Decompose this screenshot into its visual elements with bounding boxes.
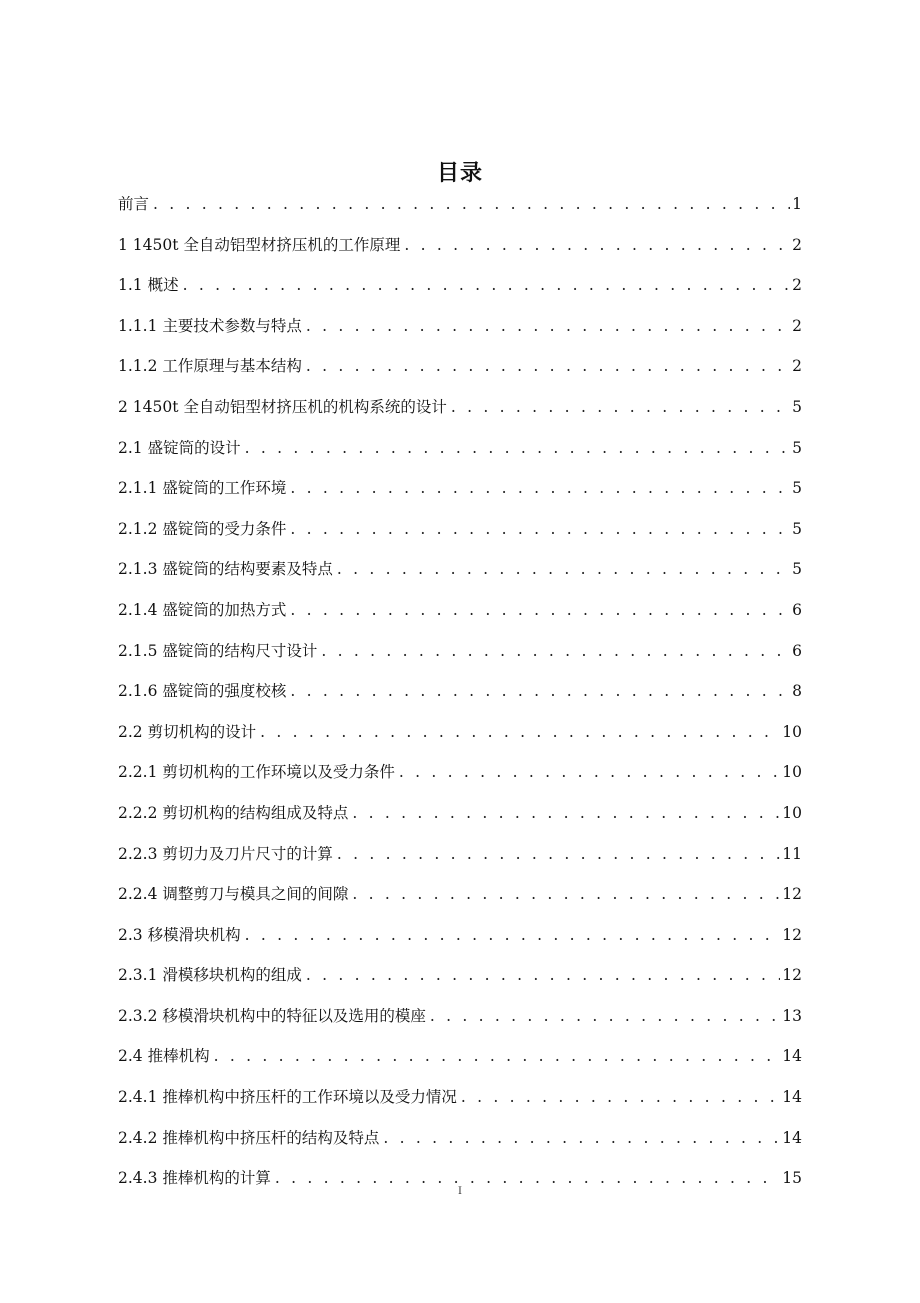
toc-entry[interactable] [118, 883, 802, 924]
toc-dot-leader [461, 1086, 780, 1108]
toc-dot-leader [352, 883, 780, 905]
toc-entry-page-number: 5 [792, 397, 802, 416]
toc-entry-page-number: 2 [792, 276, 802, 295]
toc-entry-page-number: 13 [782, 1006, 802, 1025]
toc-dot-leader [245, 924, 781, 946]
toc-dot-leader [337, 558, 790, 580]
toc-entry-page-number: 14 [782, 1128, 802, 1147]
toc-entry-label: 2.3.1 滑模移块机构的组成 [118, 966, 302, 985]
toc-dot-leader [290, 477, 790, 499]
toc-dot-leader [352, 802, 780, 824]
toc-entry[interactable] [118, 843, 802, 884]
toc-entry-page-number: 14 [782, 1088, 802, 1107]
toc-entry-label: 2.1.5 盛锭筒的结构尺寸设计 [118, 641, 318, 660]
toc-entry-page-number: 10 [782, 763, 802, 782]
toc-entry[interactable] [118, 1127, 802, 1168]
toc-entry-page-number: 2 [792, 357, 802, 376]
toc-entry[interactable] [118, 1005, 802, 1046]
toc-entry-label: 1 1450t 全自动铝型材挤压机的工作原理 [118, 235, 401, 254]
toc-entry-page-number: 12 [782, 885, 802, 904]
toc-entry-page-number: 5 [792, 560, 802, 579]
toc-entry-page-number: 5 [792, 438, 802, 457]
toc-entry-label: 2.4 推棒机构 [118, 1047, 210, 1066]
toc-entry-page-number: 12 [782, 966, 802, 985]
toc-entry-label: 1.1.2 工作原理与基本结构 [118, 357, 302, 376]
toc-entry-label: 2.1 盛锭筒的设计 [118, 438, 241, 457]
toc-entry-label: 2.4.2 推棒机构中挤压杆的结构及特点 [118, 1128, 380, 1147]
toc-entry-label: 2.1.4 盛锭筒的加热方式 [118, 600, 287, 619]
toc-entry-label: 2.1.2 盛锭筒的受力条件 [118, 519, 287, 538]
toc-entry-label: 2.1.6 盛锭筒的强度校核 [118, 682, 287, 701]
toc-entry[interactable] [118, 518, 802, 559]
toc-entry[interactable] [118, 558, 802, 599]
toc-entry-label: 2.4.1 推棒机构中挤压杆的工作环境以及受力情况 [118, 1088, 457, 1107]
footer-page-number: I [458, 1186, 462, 1197]
toc-dot-leader [153, 193, 790, 215]
toc-title: 目录 [436, 161, 483, 186]
toc-list [118, 193, 802, 1208]
toc-entry[interactable] [118, 761, 802, 802]
toc-entry-page-number: 2 [792, 316, 802, 335]
toc-entry-label: 2.2.1 剪切机构的工作环境以及受力条件 [118, 763, 395, 782]
toc-dot-leader [383, 1127, 780, 1149]
toc-entry[interactable] [118, 477, 802, 518]
toc-entry[interactable] [118, 680, 802, 721]
toc-entry-label: 前言 [118, 195, 150, 213]
toc-entry-page-number: 10 [782, 803, 802, 822]
toc-entry-label: 1.1.1 主要技术参数与特点 [118, 316, 302, 335]
toc-entry-page-number: 8 [792, 682, 802, 701]
toc-entry-page-number: 10 [782, 722, 802, 741]
toc-entry[interactable] [118, 234, 802, 275]
toc-entry-label: 2.2.4 调整剪刀与模具之间的间隙 [118, 885, 349, 904]
toc-dot-leader [399, 761, 780, 783]
toc-entry[interactable] [118, 193, 802, 234]
toc-entry-label: 2.3 移模滑块机构 [118, 925, 241, 944]
toc-entry-page-number: 6 [792, 641, 802, 660]
toc-entry-label: 2.4.3 推棒机构的计算 [118, 1169, 271, 1188]
toc-dot-leader [306, 355, 790, 377]
toc-dot-leader [306, 315, 790, 337]
toc-entry-label: 2.2.2 剪切机构的结构组成及特点 [118, 803, 349, 822]
toc-entry[interactable] [118, 924, 802, 965]
toc-entry[interactable] [118, 437, 802, 478]
toc-entry-page-number: 2 [792, 235, 802, 254]
toc-dot-leader [337, 843, 780, 865]
toc-dot-leader [214, 1045, 781, 1067]
toc-entry[interactable] [118, 396, 802, 437]
toc-entry[interactable] [118, 640, 802, 681]
toc-entry-page-number: 1 [792, 195, 802, 213]
toc-entry[interactable] [118, 355, 802, 396]
toc-entry[interactable] [118, 1086, 802, 1127]
toc-entry[interactable] [118, 599, 802, 640]
toc-dot-leader [245, 437, 791, 459]
toc-entry[interactable] [118, 315, 802, 356]
toc-entry[interactable] [118, 802, 802, 843]
toc-dot-leader [430, 1005, 780, 1027]
toc-dot-leader [183, 274, 791, 296]
toc-entry-label: 2.3.2 移模滑块机构中的特征以及选用的模座 [118, 1006, 426, 1025]
toc-dot-leader [290, 599, 790, 621]
toc-entry-page-number: 5 [792, 479, 802, 498]
toc-entry-label: 1.1 概述 [118, 276, 179, 295]
toc-dot-leader [451, 396, 790, 418]
toc-entry-page-number: 14 [782, 1047, 802, 1066]
toc-dot-leader [404, 234, 790, 256]
toc-dot-leader [260, 721, 780, 743]
toc-entry-page-number: 12 [782, 925, 802, 944]
toc-entry-label: 2.1.1 盛锭筒的工作环境 [118, 479, 287, 498]
toc-dot-leader [290, 680, 790, 702]
toc-dot-leader [306, 964, 780, 986]
toc-dot-leader [321, 640, 790, 662]
toc-entry[interactable] [118, 274, 802, 315]
toc-entry-page-number: 11 [782, 844, 802, 863]
toc-entry-page-number: 5 [792, 519, 802, 538]
toc-entry[interactable] [118, 1045, 802, 1086]
toc-entry-page-number: 6 [792, 600, 802, 619]
toc-entry[interactable] [118, 721, 802, 762]
toc-dot-leader [290, 518, 790, 540]
toc-entry-label: 2.2.3 剪切力及刀片尺寸的计算 [118, 844, 333, 863]
toc-entry-label: 2.1.3 盛锭筒的结构要素及特点 [118, 560, 333, 579]
toc-entry[interactable] [118, 964, 802, 1005]
toc-entry-page-number: 15 [782, 1169, 802, 1188]
toc-entry-label: 2 1450t 全自动铝型材挤压机的机构系统的设计 [118, 397, 447, 416]
toc-entry-label: 2.2 剪切机构的设计 [118, 722, 257, 741]
